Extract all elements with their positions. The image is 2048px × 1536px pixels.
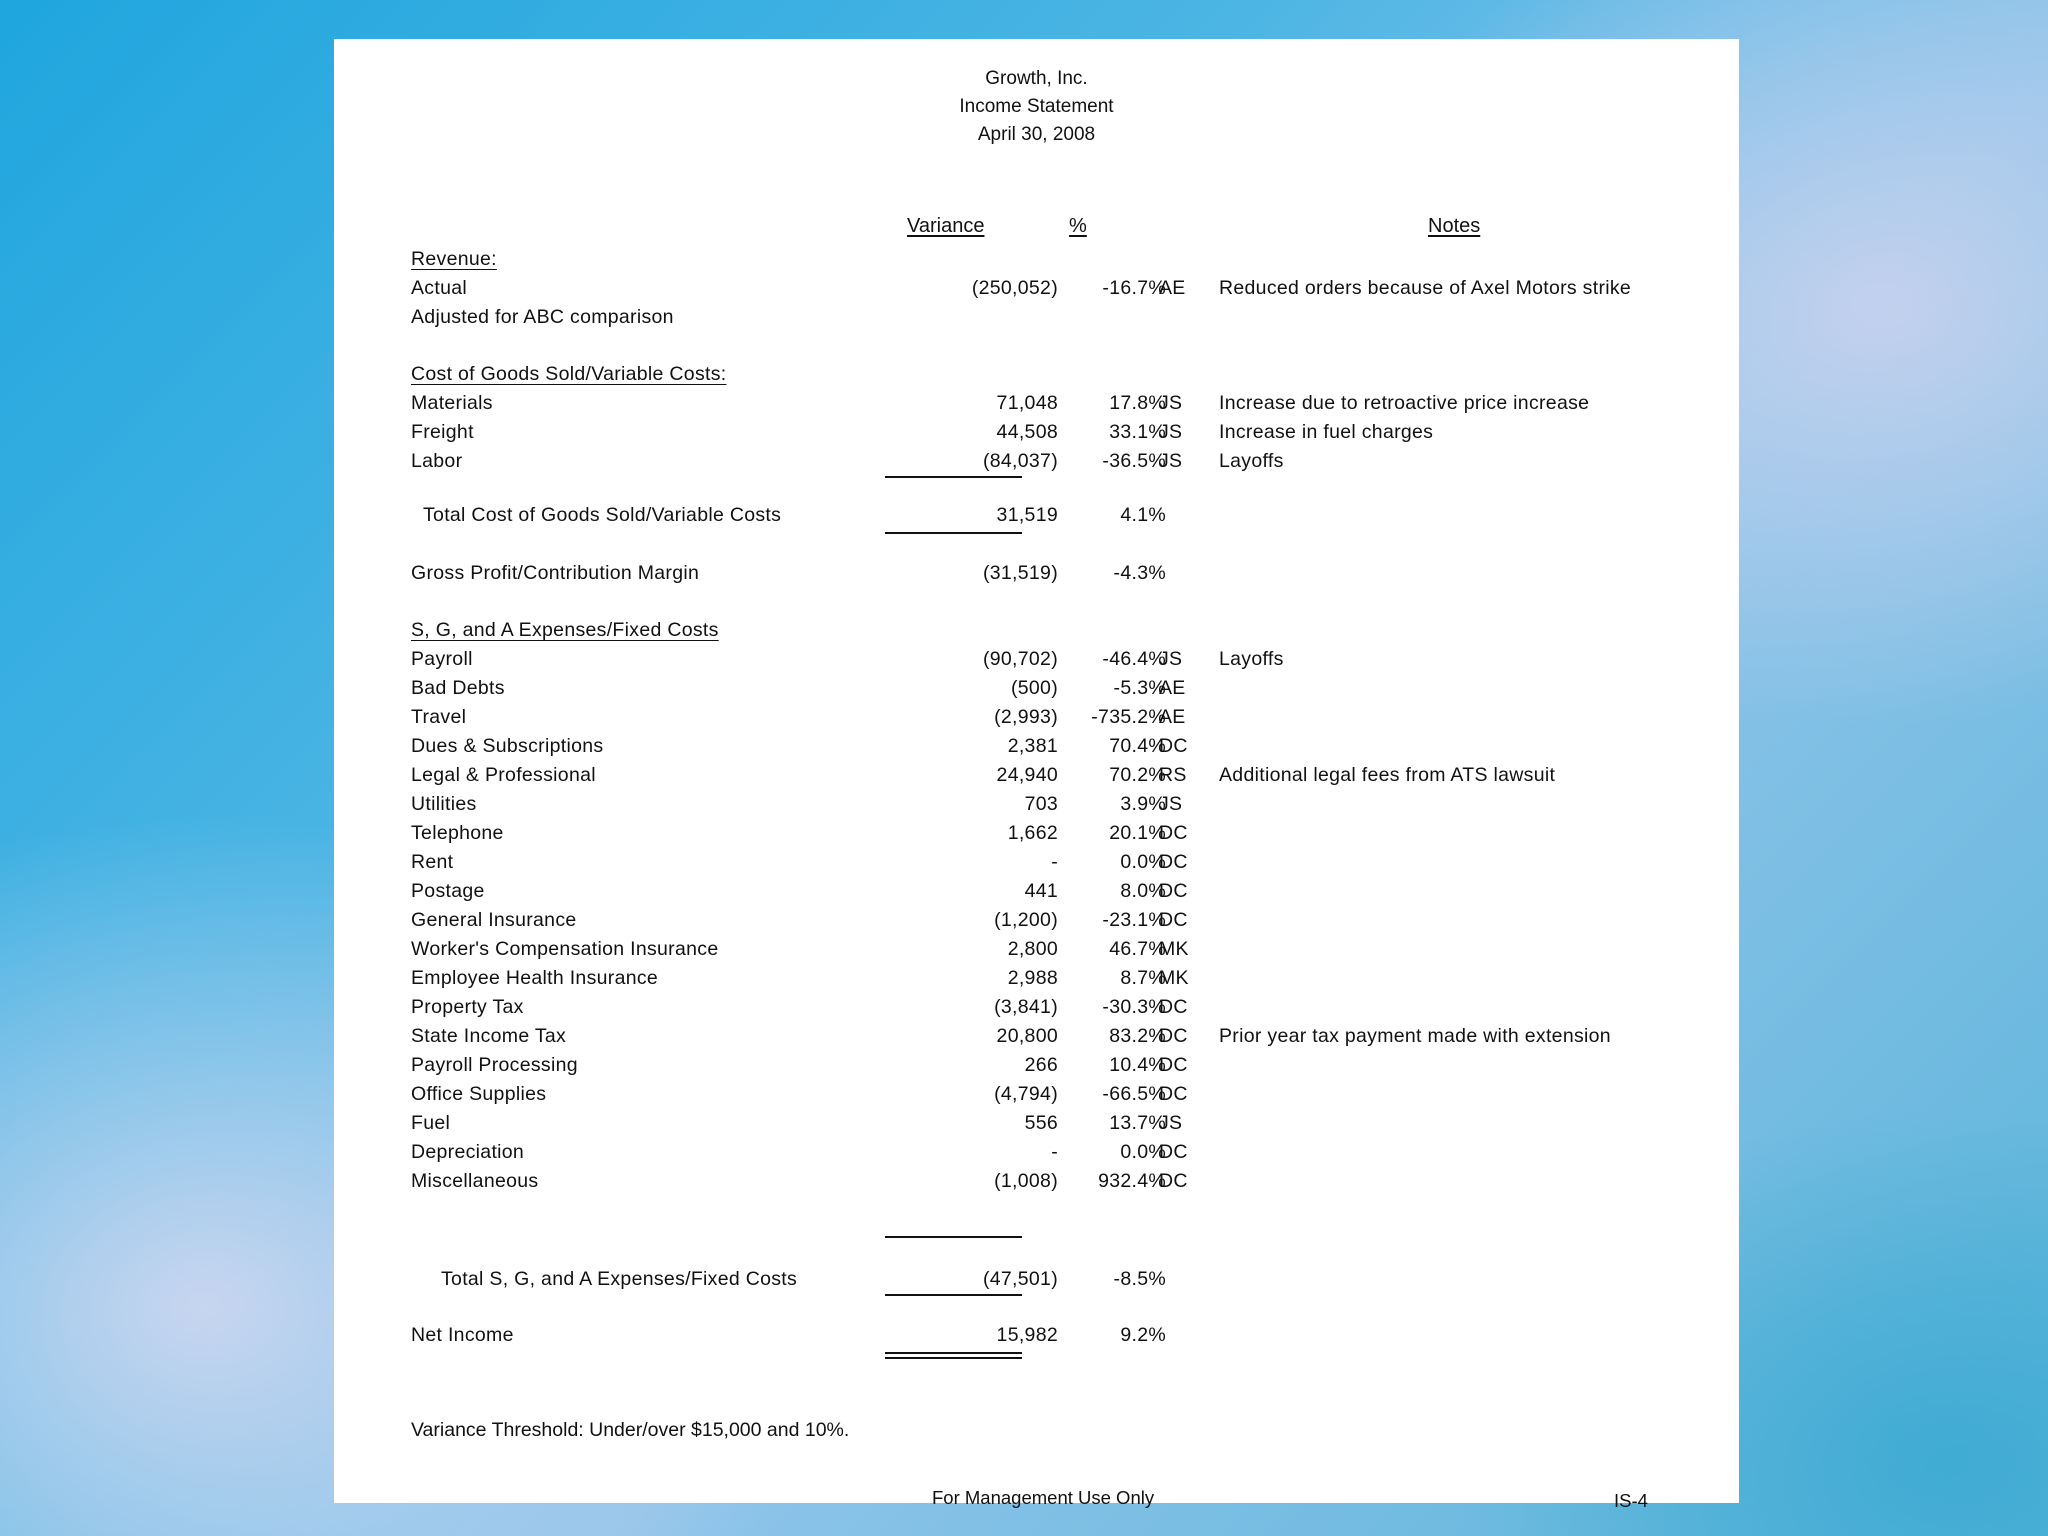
row-label: Freight [411, 421, 474, 443]
note: Layoffs [1219, 450, 1284, 472]
revenue-heading: Revenue: [411, 248, 497, 270]
row-label: Postage [411, 880, 485, 902]
row-label: Employee Health Insurance [411, 967, 659, 989]
percent-column-header: % [1069, 215, 1087, 237]
row-label: Miscellaneous [411, 1170, 539, 1192]
variance-value: (4,794) [994, 1083, 1058, 1105]
sga-row [334, 993, 1739, 1022]
variance-value: (1,200) [994, 909, 1058, 931]
revenue-actual-row [334, 274, 1739, 303]
percent-value: -5.3% [1113, 677, 1166, 699]
variance-threshold-note: Variance Threshold: Under/over $15,000 and 10%. [411, 1419, 850, 1441]
variance-value: - [1051, 851, 1058, 873]
initials: DC [1159, 996, 1188, 1018]
row-label: Office Supplies [411, 1083, 547, 1105]
gross-profit-row [334, 559, 1739, 588]
percent-value: 9.2% [1120, 1324, 1166, 1346]
sga-row [334, 1138, 1739, 1167]
subtotal-rule [885, 1236, 1022, 1238]
row-label: Telephone [411, 822, 504, 844]
notes-column-header: Notes [1428, 215, 1481, 237]
initials: MK [1159, 967, 1189, 989]
variance-value: 2,381 [1007, 735, 1058, 757]
revenue-adjusted-row [334, 303, 1739, 332]
percent-value: 10.4% [1109, 1054, 1166, 1076]
row-label: Materials [411, 392, 493, 414]
initials: DC [1159, 735, 1188, 757]
row-label: Depreciation [411, 1141, 525, 1163]
row-label: Actual [411, 277, 467, 299]
note: Layoffs [1219, 648, 1284, 670]
percent-value: -66.5% [1102, 1083, 1166, 1105]
revenue-heading-row [334, 245, 1739, 274]
percent-value: -30.3% [1102, 996, 1166, 1018]
variance-value: (90,702) [982, 648, 1058, 670]
initials: DC [1159, 1170, 1188, 1192]
percent-value: -46.4% [1102, 648, 1166, 670]
initials: DC [1159, 851, 1188, 873]
sga-row [334, 674, 1739, 703]
initials: JS [1159, 450, 1183, 472]
cogs-row [334, 447, 1739, 476]
variance-value: (250,052) [971, 277, 1058, 299]
sga-heading-row [334, 616, 1739, 645]
total-rule [885, 1294, 1022, 1296]
variance-value: 31,519 [996, 504, 1058, 526]
variance-value: 20,800 [996, 1025, 1058, 1047]
variance-value: 71,048 [996, 392, 1058, 414]
percent-value: 4.1% [1120, 504, 1166, 526]
row-label: Dues & Subscriptions [411, 735, 604, 757]
row-label: Legal & Professional [411, 764, 596, 786]
variance-value: (3,841) [994, 996, 1058, 1018]
sga-row [334, 964, 1739, 993]
sga-total-row [334, 1265, 1739, 1294]
sga-row [334, 1109, 1739, 1138]
initials: DC [1159, 909, 1188, 931]
total-rule [885, 532, 1022, 534]
percent-value: 932.4% [1098, 1170, 1166, 1192]
variance-value: 2,988 [1007, 967, 1058, 989]
initials: JS [1159, 392, 1183, 414]
initials: DC [1159, 1083, 1188, 1105]
confidentiality-footer: For Management Use Only [932, 1487, 1155, 1508]
variance-value: 703 [1024, 793, 1058, 815]
variance-value: (31,519) [982, 562, 1058, 584]
initials: JS [1159, 793, 1183, 815]
percent-value: -16.7% [1102, 277, 1166, 299]
percent-value: 70.4% [1109, 735, 1166, 757]
note: Increase due to retroactive price increase [1219, 392, 1590, 414]
percent-value: 0.0% [1120, 1141, 1166, 1163]
variance-value: 266 [1024, 1054, 1058, 1076]
sga-heading: S, G, and A Expenses/Fixed Costs [411, 619, 719, 641]
sga-row [334, 790, 1739, 819]
row-label: Total Cost of Goods Sold/Variable Costs [423, 504, 782, 526]
variance-value: 15,982 [996, 1324, 1058, 1346]
variance-value: 2,800 [1007, 938, 1058, 960]
initials: MK [1159, 938, 1189, 960]
initials: AE [1159, 277, 1186, 299]
sga-row [334, 1051, 1739, 1080]
variance-value: (84,037) [982, 450, 1058, 472]
sga-row [334, 935, 1739, 964]
initials: DC [1159, 880, 1188, 902]
initials: DC [1159, 1054, 1188, 1076]
initials: AE [1159, 677, 1186, 699]
initials: JS [1159, 1112, 1183, 1134]
statement-date: April 30, 2008 [977, 124, 1096, 145]
double-rule-top [885, 1352, 1022, 1354]
row-label: General Insurance [411, 909, 577, 931]
sga-row [334, 819, 1739, 848]
percent-value: 13.7% [1109, 1112, 1166, 1134]
percent-value: 83.2% [1109, 1025, 1166, 1047]
percent-value: 3.9% [1120, 793, 1166, 815]
row-label: Rent [411, 851, 454, 873]
percent-value: -8.5% [1113, 1268, 1166, 1290]
subtotal-rule [885, 476, 1022, 478]
row-label: Property Tax [411, 996, 524, 1018]
row-label: Gross Profit/Contribution Margin [411, 562, 700, 584]
statement-page [334, 39, 1739, 1511]
variance-value: (47,501) [982, 1268, 1058, 1290]
sga-row [334, 848, 1739, 877]
initials: JS [1159, 648, 1183, 670]
note: Additional legal fees from ATS lawsuit [1219, 764, 1556, 786]
sga-row [334, 732, 1739, 761]
variance-value: 556 [1024, 1112, 1058, 1134]
cogs-total-row [334, 501, 1739, 530]
percent-value: 8.7% [1120, 967, 1166, 989]
company-name: Growth, Inc. [985, 68, 1088, 89]
initials: RS [1159, 764, 1187, 786]
cogs-row [334, 389, 1739, 418]
row-label: Worker's Compensation Insurance [411, 938, 719, 960]
sga-row [334, 1022, 1739, 1051]
initials: DC [1159, 1141, 1188, 1163]
page-id: IS-4 [1614, 1490, 1648, 1511]
sga-row [334, 1167, 1739, 1196]
row-label: Net Income [411, 1324, 514, 1346]
percent-value: 33.1% [1109, 421, 1166, 443]
statement-title: Income Statement [959, 96, 1114, 117]
percent-value: -4.3% [1113, 562, 1166, 584]
variance-value: (1,008) [994, 1170, 1058, 1192]
row-label: Bad Debts [411, 677, 505, 699]
variance-value: 1,662 [1007, 822, 1058, 844]
row-label: Payroll Processing [411, 1054, 578, 1076]
sga-row [334, 906, 1739, 935]
cogs-heading-row [334, 360, 1739, 389]
sga-row [334, 761, 1739, 790]
sga-row [334, 703, 1739, 732]
initials: AE [1159, 706, 1186, 728]
variance-column-header: Variance [907, 215, 985, 237]
variance-value: (500) [1010, 677, 1058, 699]
variance-value: - [1051, 1141, 1058, 1163]
initials: JS [1159, 421, 1183, 443]
sga-row [334, 1080, 1739, 1109]
row-label: Adjusted for ABC comparison [411, 306, 674, 328]
net-income-row [334, 1321, 1739, 1350]
percent-value: -23.1% [1102, 909, 1166, 931]
row-label: State Income Tax [411, 1025, 567, 1047]
note: Prior year tax payment made with extension [1219, 1025, 1611, 1047]
initials: DC [1159, 822, 1188, 844]
row-label: Total S, G, and A Expenses/Fixed Costs [441, 1268, 798, 1290]
note: Increase in fuel charges [1219, 421, 1434, 443]
sga-row [334, 877, 1739, 906]
percent-value: 20.1% [1109, 822, 1166, 844]
row-label: Payroll [411, 648, 473, 670]
variance-value: 24,940 [996, 764, 1058, 786]
initials: DC [1159, 1025, 1188, 1047]
row-label: Travel [411, 706, 467, 728]
percent-value: 0.0% [1120, 851, 1166, 873]
cogs-heading: Cost of Goods Sold/Variable Costs: [411, 363, 727, 385]
percent-value: -36.5% [1102, 450, 1166, 472]
cogs-row [334, 418, 1739, 447]
percent-value: 46.7% [1109, 938, 1166, 960]
row-label: Fuel [411, 1112, 451, 1134]
percent-value: -735.2% [1091, 706, 1166, 728]
sga-row [334, 645, 1739, 674]
percent-value: 70.2% [1109, 764, 1166, 786]
variance-value: 44,508 [996, 421, 1058, 443]
percent-value: 8.0% [1120, 880, 1166, 902]
row-label: Labor [411, 450, 463, 472]
double-rule-bottom [885, 1357, 1022, 1359]
variance-value: (2,993) [994, 706, 1058, 728]
row-label: Utilities [411, 793, 477, 815]
percent-value: 17.8% [1109, 392, 1166, 414]
note: Reduced orders because of Axel Motors strike [1219, 277, 1632, 299]
variance-value: 441 [1024, 880, 1058, 902]
